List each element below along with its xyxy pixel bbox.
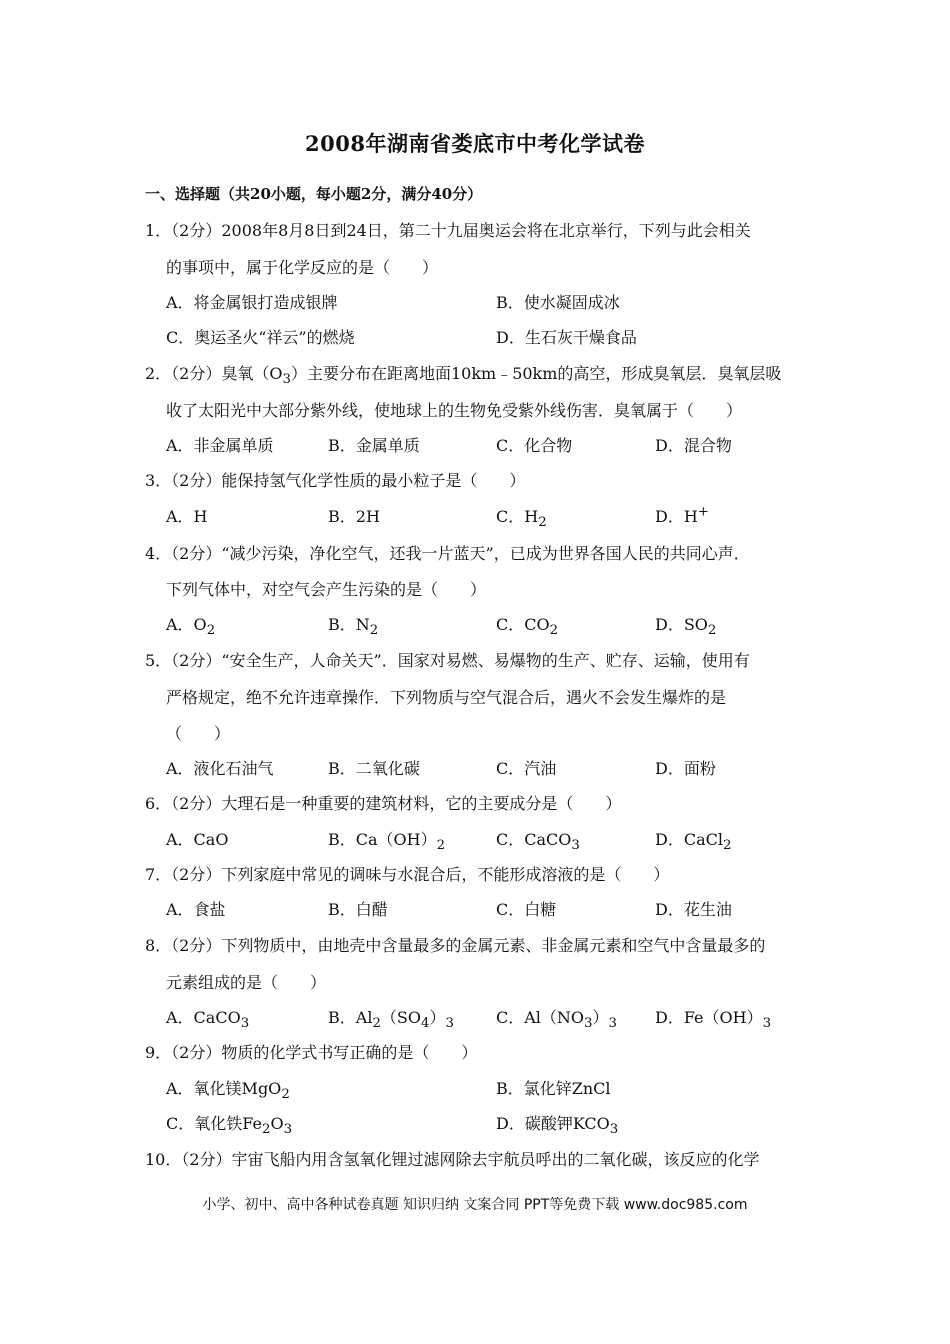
- question-9-option-a: A．氧化镁MgO$_2$: [166, 1079, 290, 1103]
- question-7-text: 7．（2分）下列家庭中常见的调味与水混合后，不能形成溶液的是（ ）: [145, 865, 670, 884]
- question-2-text-cont: 收了太阳光中大部分紫外线，使地球上的生物免受紫外线伤害．臭氧属于（ ）: [166, 401, 743, 420]
- question-5-option-c: C．汽油: [496, 759, 557, 778]
- question-9-option-c: C．氧化铁$Fe_2O_3$: [166, 1114, 293, 1138]
- footer-ad: 小学、初中、高中各种试卷真题 知识归纳 文案合同 PPT等免费下载 www.doc985.com: [202, 1197, 748, 1213]
- question-1-text: 1．（2分）2008年8月8日到24日，第二十九届奥运会将在北京举行，下列与此会相关: [145, 221, 751, 240]
- question-6-option-a: A．CaO: [166, 830, 229, 849]
- question-1-option-d: D．生石灰干燥食品: [496, 328, 637, 347]
- question-7-option-b: B．白醋: [328, 900, 388, 919]
- question-6-option-c: C．CaCO$_3$: [496, 830, 580, 854]
- question-9-text: 9．（2分）物质的化学式书写正确的是（ ）: [145, 1043, 478, 1062]
- question-7-option-d: D．花生油: [655, 900, 732, 919]
- question-6-option-d: D．CaCl$_2$: [655, 830, 732, 854]
- question-10-text: 10．（2分）宇宙飞船内用含氢氧化锂过滤网除去宇航员呼出的二氧化碳，该反应的化学: [145, 1150, 760, 1169]
- question-2-option-a: A．非金属单质: [166, 436, 274, 455]
- question-5-option-b: B．二氧化碳: [328, 759, 420, 778]
- question-8-option-c: C．$Al(NO_3)_3$: [496, 1008, 618, 1032]
- question-3-option-d: D．H+: [655, 504, 709, 526]
- question-1-option-b: B．使水凝固成冰: [496, 293, 620, 312]
- question-8-text: 8．（2分）下列物质中，由地壳中含量最多的金属元素、非金属元素和空气中含量最多的: [145, 936, 766, 955]
- question-7-option-c: C．白糖: [496, 900, 557, 919]
- question-3-option-c: C．$H_2$: [496, 507, 547, 531]
- question-4-option-a: A．$O_2$: [166, 615, 216, 639]
- question-4-text-cont: 下列气体中，对空气会产生污染的是（ ）: [166, 580, 487, 599]
- question-8-option-a: A．CaCO$_3$: [166, 1008, 250, 1032]
- question-1-option-a: A．将金属银打造成银牌: [166, 293, 338, 312]
- question-5-option-d: D．面粉: [655, 759, 716, 778]
- question-6-option-b: B．$Ca(OH)_2$: [328, 830, 446, 854]
- question-7-option-a: A．食盐: [166, 900, 226, 919]
- question-4-option-c: C．$CO_2$: [496, 615, 559, 639]
- question-9-option-b: B．氯化锌ZnCl: [496, 1079, 611, 1098]
- question-4-text: 4．（2分）“减少污染，净化空气，还我一片蓝天”，已成为世界各国人民的共同心声．: [145, 544, 750, 563]
- page-title: 2008年湖南省娄底市中考化学试卷: [305, 131, 645, 156]
- question-2-option-c: C．化合物: [496, 436, 573, 455]
- question-3-option-a: A．H: [166, 507, 208, 526]
- section-heading: 一、选择题（共20小题，每小题2分，满分40分）: [145, 185, 483, 203]
- question-2-option-d: D．混合物: [655, 436, 732, 455]
- question-3-option-b: B．2H: [328, 507, 380, 526]
- question-5-text-cont: 严格规定，绝不允许违章操作．下列物质与空气混合后，遇火不会发生爆炸的是: [166, 688, 727, 707]
- question-8-option-b: B．$Al_2(SO_4)_3$: [328, 1008, 454, 1032]
- question-5-text: 5．（2分）“安全生产，人命关天”．国家对易燃、易爆物的生产、贮存、运输，使用有: [145, 651, 750, 670]
- question-9-option-d: D．碳酸钾$KCO_3$: [496, 1114, 619, 1138]
- question-5-option-a: A．液化石油气: [166, 759, 274, 778]
- question-1-text-cont: 的事项中，属于化学反应的是（ ）: [166, 258, 439, 277]
- question-6-text: 6．（2分）大理石是一种重要的建筑材料，它的主要成分是（ ）: [145, 794, 622, 813]
- question-4-option-b: B．$N_2$: [328, 615, 379, 639]
- question-8-option-d: D．$Fe(OH)_3$: [655, 1008, 772, 1032]
- question-4-option-d: D．$SO_2$: [655, 615, 717, 639]
- question-2-option-b: B．金属单质: [328, 436, 420, 455]
- question-5-text-cont2: （ ）: [166, 724, 231, 743]
- question-2-text: 2．（2分）臭氧$(O_3)$主要分布在距离地面10km﹣50km的高空，形成臭氧层．臭氧层吸: [145, 364, 782, 388]
- question-8-text-cont: 元素组成的是（ ）: [166, 973, 327, 992]
- question-3-text: 3．（2分）能保持氢气化学性质的最小粒子是（ ）: [145, 471, 526, 490]
- question-1-option-c: C．奥运圣火“祥云”的燃烧: [166, 328, 355, 347]
